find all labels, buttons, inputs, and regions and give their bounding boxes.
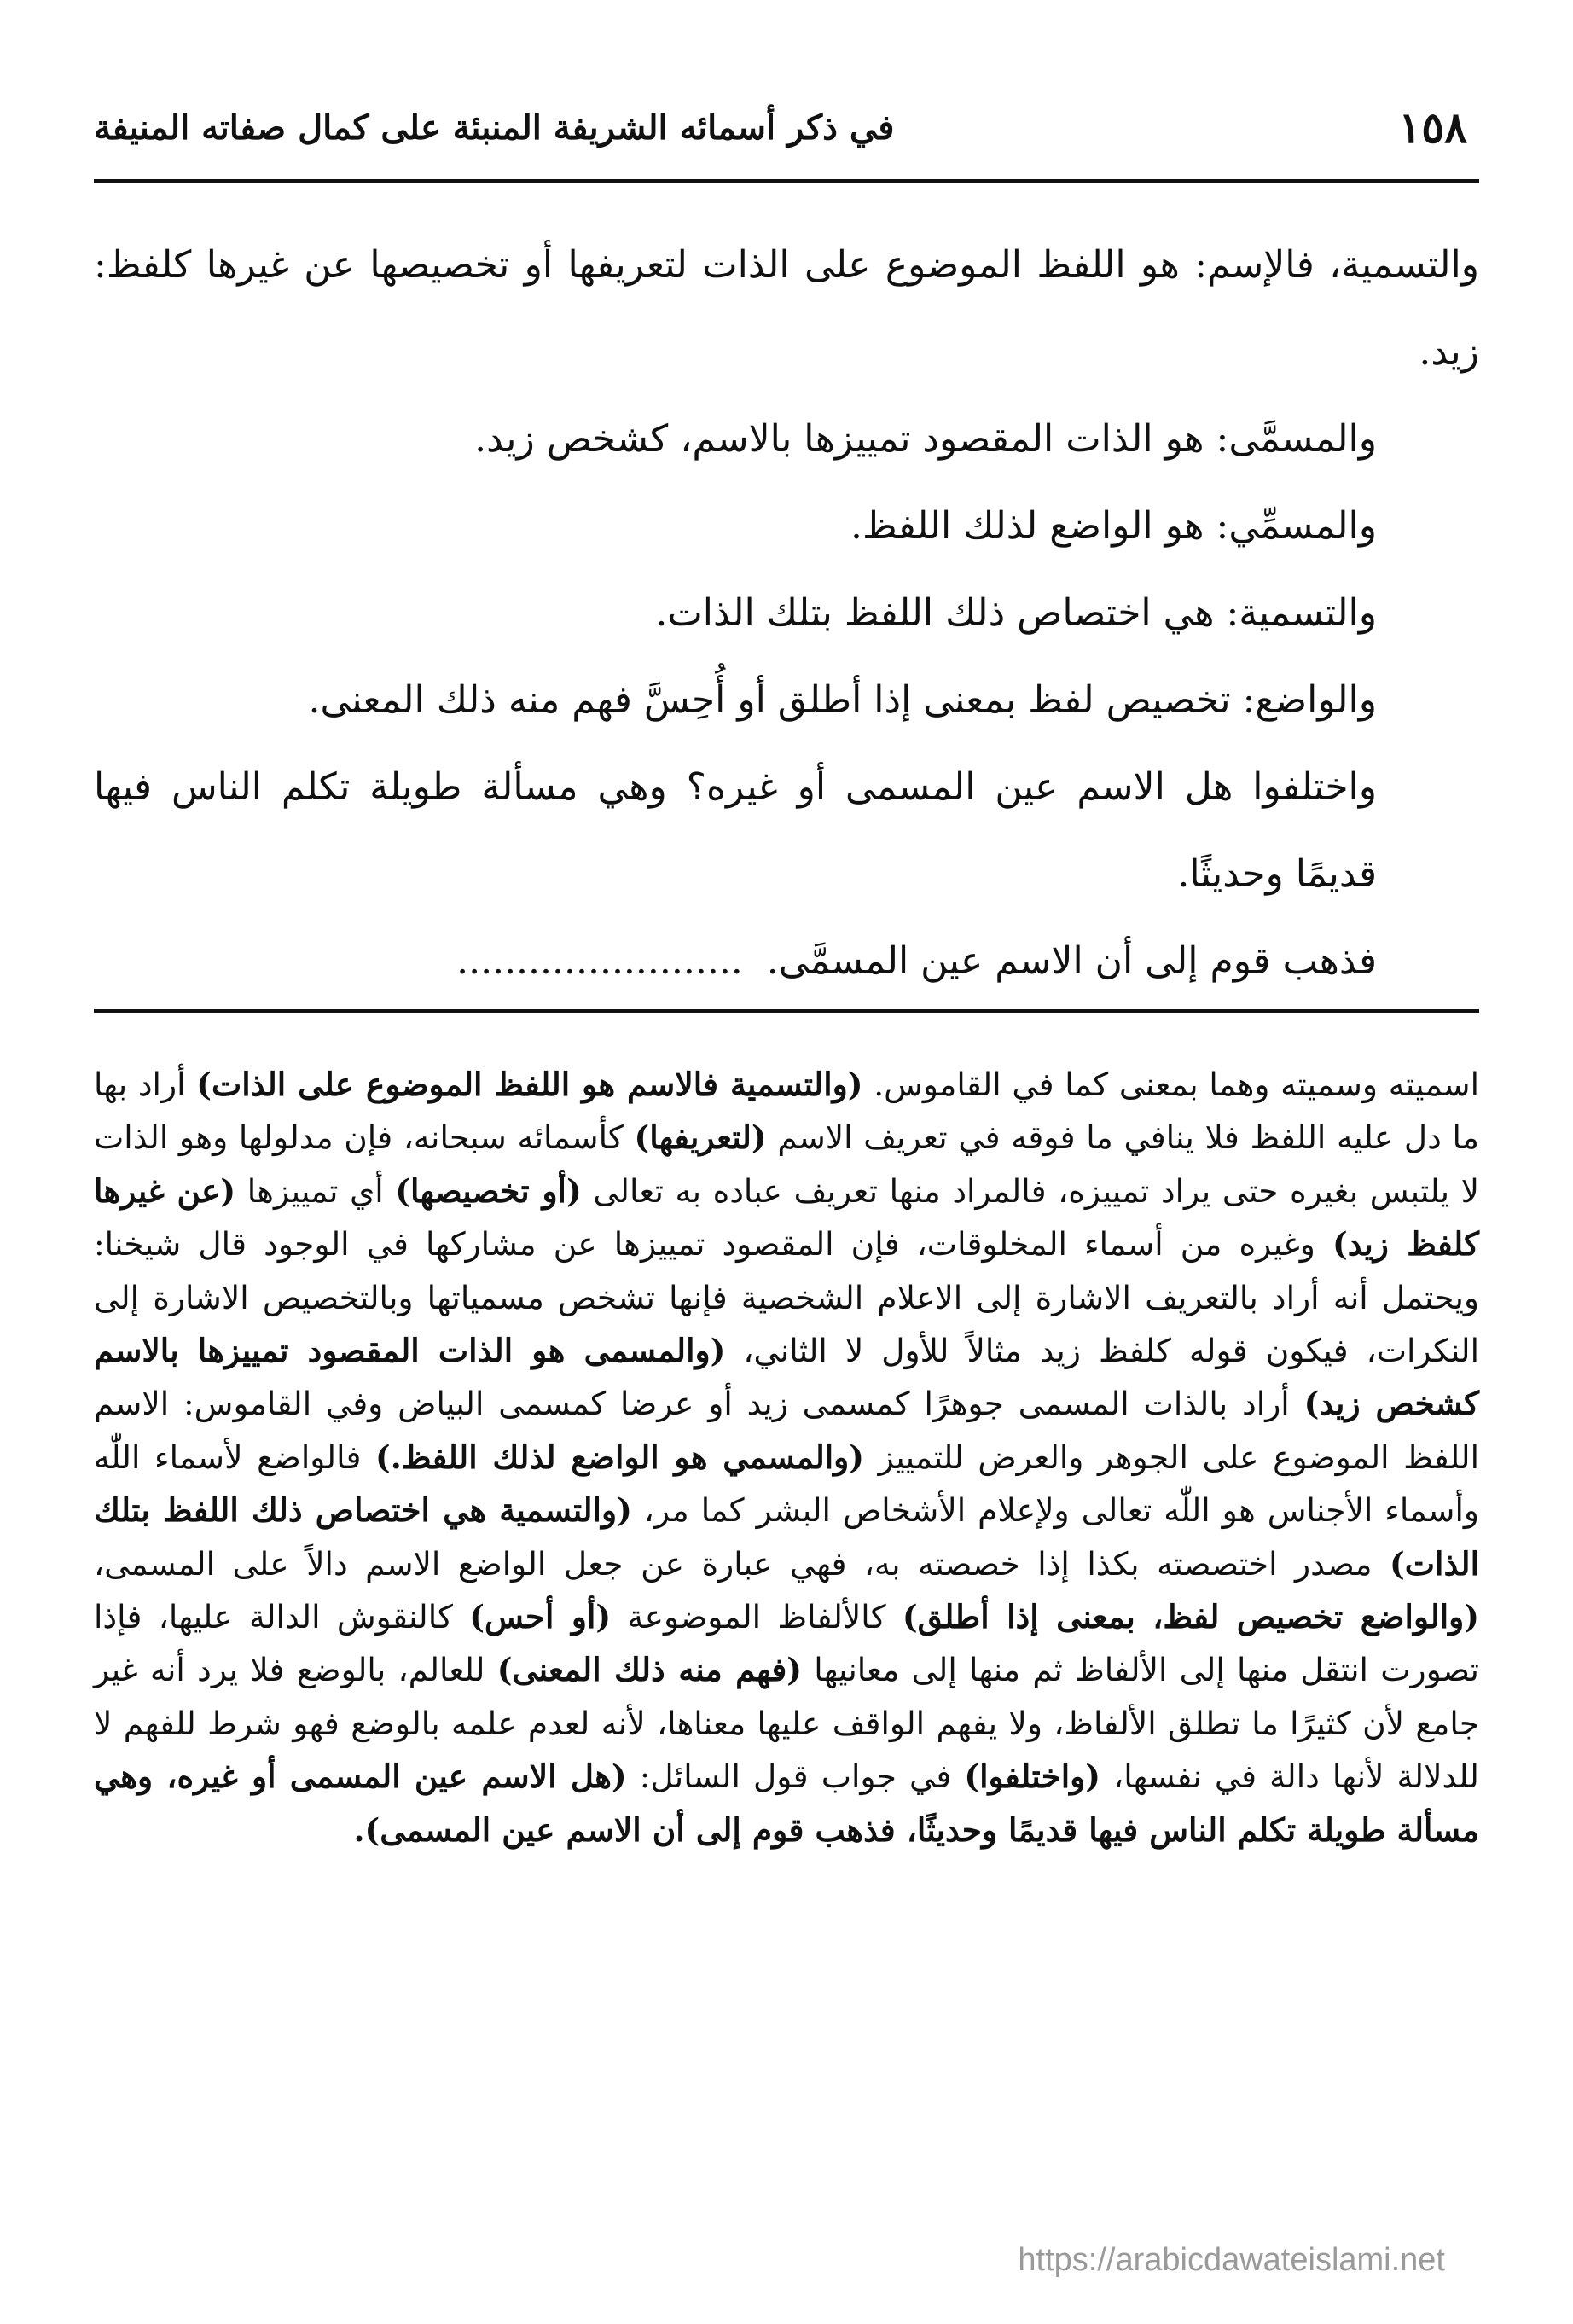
commentary-text: للعالم، بالوضع فلا يرد أنه غير جامع لأن كثيرًا ما تطلق الألفاظ، ولا يفهم الواقف عليها معناها، لأنه لعدم علمه بالوضع فهو شرط للفهم لا للدلالة لأنها دالة في نفسها، — [94, 1651, 1479, 1796]
commentary-quote: (أو تخصيصها) — [395, 1171, 582, 1210]
commentary-text: أراد بالذات المسمى جوهرًا كمسمى زيد أو عرضا كمسمى البياض وفي القاموس: الاسم اللفظ الموضوع على الجوهر والعرض للتمييز — [94, 1385, 1479, 1476]
commentary-text: فالواضع لأسماء اللّٰه وأسماء الأجناس هو اللّٰه تعالى ولإعلام الأشخاص البشر كما مر، — [94, 1438, 1479, 1530]
main-paragraph: والتسمية، فالإسم: هو اللفظ الموضوع على الذات لتعريفها أو تخصيصها عن غيرها كلفظ: زيد. — [94, 243, 1479, 374]
commentary-quote: (والمسمى هو الذات المقصود تمييزها بالاسم كشخص زيد) — [94, 1332, 1479, 1423]
commentary-quote: (عن غيرها كلفظ زيد) — [94, 1171, 1479, 1264]
running-title: في ذكر أسمائه الشريفة المنبئة على كمال صفاته المنيفة — [94, 107, 895, 148]
main-paragraph-last — [94, 918, 1479, 1005]
commentary-quote: (والمسمي هو الواضع لذلك اللفظ.) — [375, 1438, 865, 1476]
main-paragraph: والواضع: تخصيص لفظ بمعنى إذا أطلق أو أُحِسَّ فهم منه ذلك المعنى. — [308, 678, 1377, 722]
commentary-quote: (أو أحس) — [469, 1598, 612, 1636]
commentary-quote: (واختلفوا) — [964, 1758, 1101, 1796]
page-number: ١٥٨ — [1398, 102, 1467, 153]
commentary-paragraph — [94, 1058, 1479, 1856]
commentary-text: كالألفاظ الموضوعة — [611, 1598, 903, 1636]
watermark-url: https://arabicdawateislami.net — [1018, 2242, 1445, 2278]
page-header — [94, 94, 1479, 162]
commentary-quote: (هل الاسم عين المسمى أو غيره، وهي مسألة طويلة تكلم الناس فيها قديمًا وحديثًا، فذهب قوم إلى أن الاسم عين المسمى). — [94, 1758, 1479, 1849]
main-paragraph: واختلفوا هل الاسم عين المسمى أو غيره؟ وهي مسألة طويلة تكلم الناس فيها قديمًا وحديثًا. — [94, 765, 1377, 896]
main-paragraph-text: فذهب قوم إلى أن الاسم عين المسمَّى. — [766, 939, 1377, 983]
footnote-rule — [94, 1009, 1479, 1013]
commentary-text: أي تمييزها — [235, 1171, 396, 1210]
header-rule — [94, 179, 1479, 183]
commentary-quote: (والواضع تخصيص لفظ، بمعنى إذا أطلق) — [902, 1598, 1480, 1636]
main-paragraph: والمسمِّي: هو الواضع لذلك اللفظ. — [850, 504, 1377, 548]
ellipsis-dots: ........................ — [456, 939, 743, 983]
commentary-quote: (والتسمية فالاسم هو اللفظ الموضوع على الذات) — [196, 1066, 863, 1103]
commentary-text: أراد بها ما دل عليه اللفظ فلا ينافي ما فوقه في تعريف الاسم — [94, 1066, 1479, 1157]
commentary-text: اسميته وسميته وهما بمعنى كما في القاموس. — [862, 1066, 1480, 1103]
commentary-quote: (لتعريفها) — [634, 1118, 767, 1157]
commentary-quote: (فهم منه ذلك المعنى) — [496, 1651, 803, 1689]
main-paragraph: والمسمَّى: هو الذات المقصود تمييزها بالاسم، كشخص زيد. — [474, 417, 1377, 461]
commentary-text: كأسمائه سبحانه، فإن مدلولها وهو الذات لا يلتبس بغيره حتى يراد تمييزه، فالمراد منها تعريف عباده به تعالى — [94, 1118, 1480, 1210]
commentary-text: مصدر اختصصته بكذا إذا خصصته به، فهي عبارة عن جعل الواضع الاسم دالاً على المسمى، — [94, 1544, 1390, 1583]
commentary-text: وغيره من أسماء المخلوقات، فإن المقصود تمييزها عن مشاركها في الوجود قال شيخنا: ويحتمل أنه أراد بالتعريف الاشارة إلى الاعلام الشخصية فإنها تشخص مسمياتها وبالتخصيص الاشارة إلى النكرات، فيكون قوله كلفظ زيد مثالاً للأول لا الثاني، — [94, 1225, 1480, 1370]
commentary-quote: (والتسمية هي اختصاص ذلك اللفظ بتلك الذات) — [94, 1491, 1479, 1583]
commentary — [94, 1058, 1479, 1856]
main-paragraph: والتسمية: هي اختصاص ذلك اللفظ بتلك الذات. — [655, 591, 1377, 635]
commentary-text: كالنقوش الدالة عليها، فإذا تصورت انتقل منها إلى الألفاظ ثم منها إلى معانيها — [94, 1598, 1479, 1689]
main-text — [94, 222, 1479, 1005]
commentary-text: في جواب قول السائل: — [626, 1758, 965, 1796]
